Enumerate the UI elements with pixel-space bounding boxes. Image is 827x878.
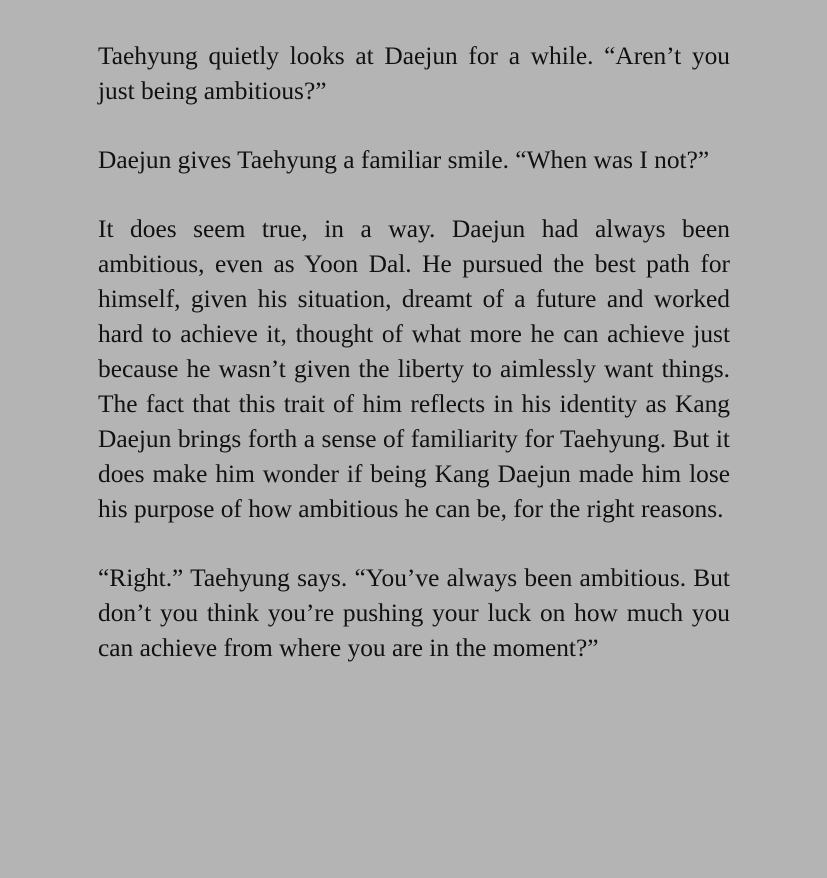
paragraph-2: Daejun gives Taehyung a familiar smile. “When was I not?” [98, 146, 710, 174]
paragraph-1: Taehyung quietly looks at Daejun for a while. “Aren’t you just being ambitious?” [98, 42, 730, 105]
paragraph-4: “Right.” Taehyung says. “You’ve always been ambitious. But don’t you think you’re pushing your luck on how much you can achieve from where you are in the moment?” [98, 564, 730, 662]
paragraph-3: It does seem true, in a way. Daejun had always been ambitious, even as Yoon Dal. He pursued the best path for himself, given his situation, dreamt of a future and worked hard to achieve it, thought of what more he can achieve just because he wasn’t given the liberty to aimlessly want things. The fact that this trait of him reflects in his identity as Kang Daejun brings forth a sense of familiarity for Taehyung. But it does make him wonder if being Kang Daejun made him lose his purpose of how ambitious he can be, for the right reasons. [98, 215, 730, 523]
